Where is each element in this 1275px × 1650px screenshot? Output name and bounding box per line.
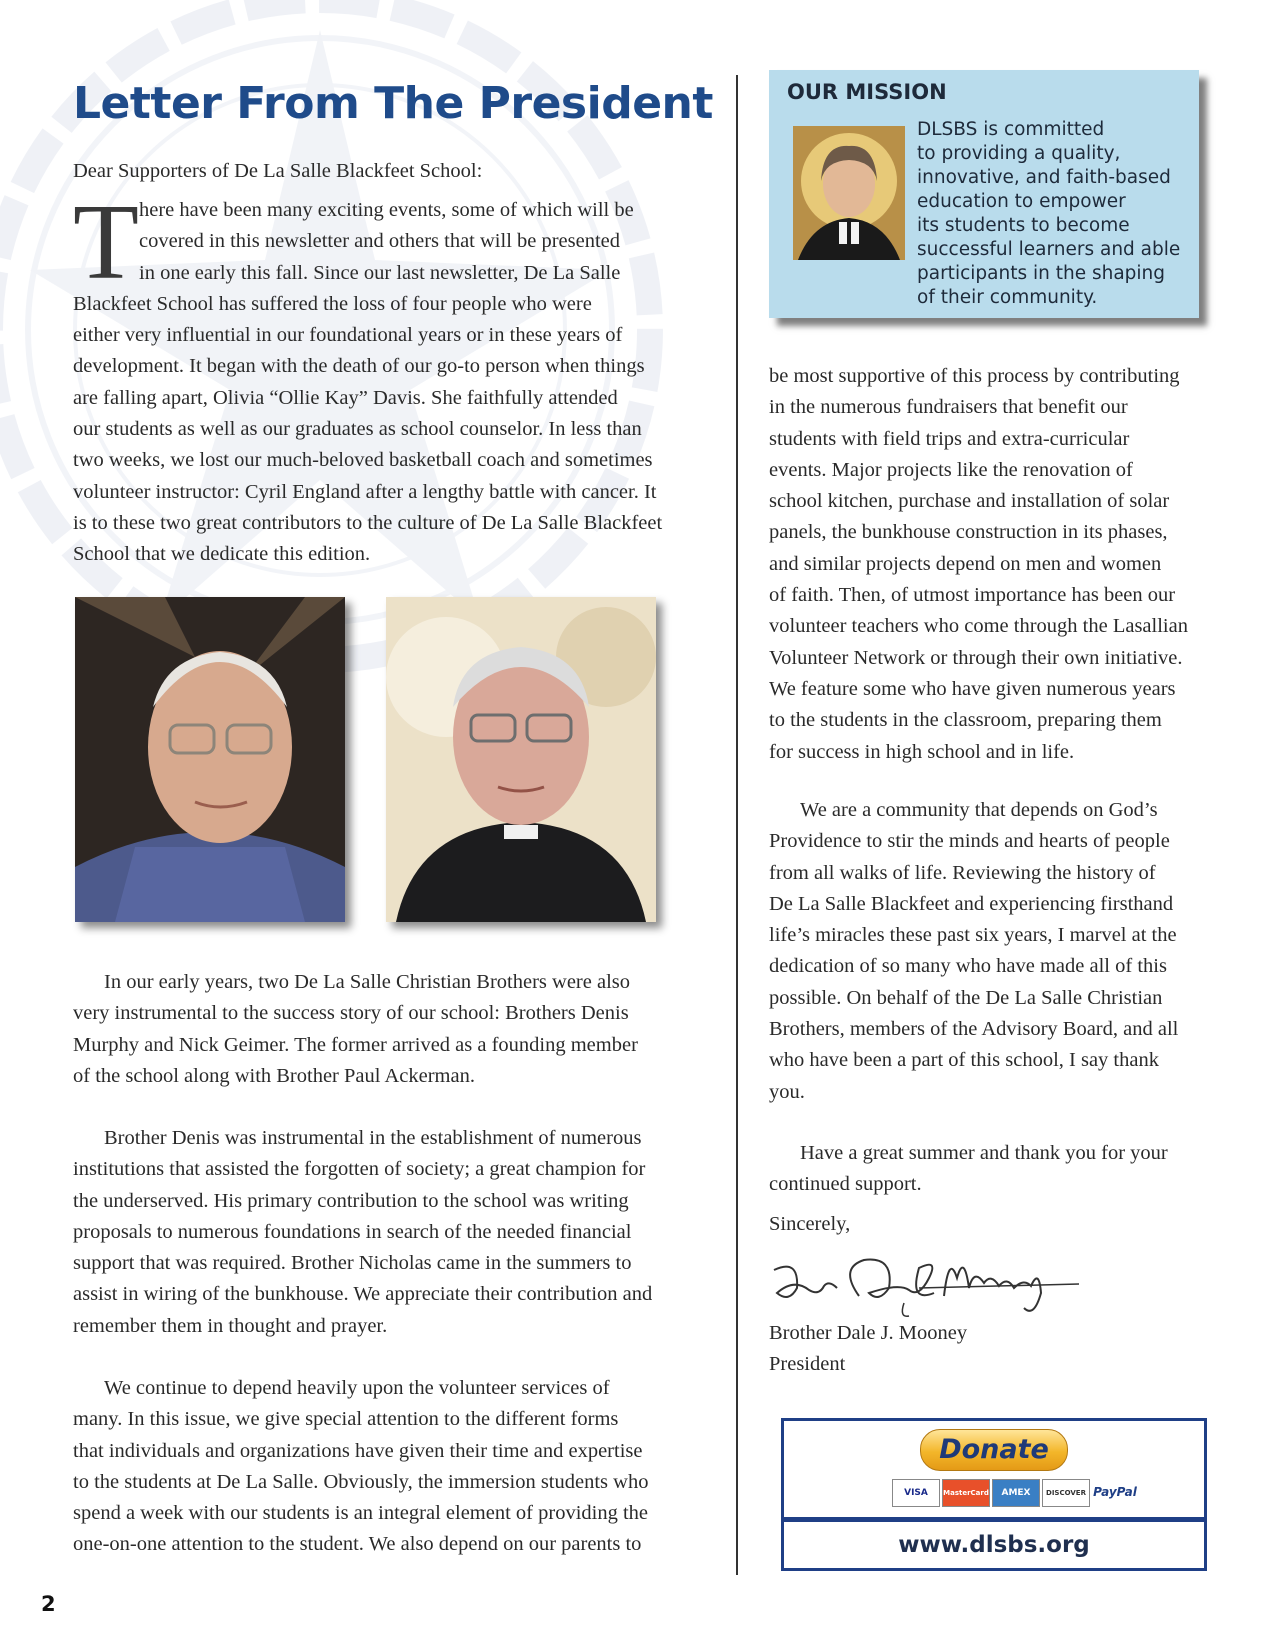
text-line: for success in high school and in life. (769, 740, 1075, 763)
mastercard-icon: MasterCard (942, 1479, 990, 1507)
letter-paragraph-1 (73, 183, 713, 571)
paypal-icon: PayPal (1093, 1485, 1137, 1499)
mission-line: to providing a quality, (917, 143, 1121, 164)
salutation: Dear Supporters of De La Salle Blackfeet School: (73, 160, 483, 182)
text-line: spend a week with our students is an integral element of providing the (73, 1502, 649, 1525)
text-line: volunteer instructor: Cyril England after a lengthy battle with cancer. It (73, 480, 657, 503)
text-line: very instrumental to the success story of our school: Brothers Denis (73, 1002, 629, 1025)
right-paragraph-3 (769, 1138, 1219, 1201)
signature (769, 1248, 1089, 1320)
text-line: our students as well as our graduates as school counselor. In less than (73, 418, 642, 441)
text-line: We continue to depend heavily upon the volunteer services of (104, 1377, 610, 1399)
text-line: here have been many exciting events, some of which will be (139, 199, 634, 221)
text-line: proposals to numerous foundations in search of the needed financial (73, 1220, 632, 1243)
text-line: from all walks of life. Reviewing the history of (769, 861, 1156, 884)
text-line: that individuals and organizations have given their time and expertise (73, 1439, 643, 1462)
text-line: life’s miracles these past six years, I marvel at the (769, 924, 1177, 947)
discover-card-icon: DISCOVER (1042, 1479, 1090, 1507)
text-line: School that we dedicate this edition. (73, 543, 371, 566)
mission-line: its students to become (917, 215, 1130, 236)
text-line: to the students at De La Salle. Obviously, the immersion students who (73, 1470, 649, 1493)
text-line: many. In this issue, we give special attention to the different forms (73, 1408, 619, 1431)
text-line: of the school along with Brother Paul Ackerman. (73, 1064, 475, 1087)
text-line: and similar projects depend on men and women (769, 552, 1162, 575)
text-line: the underserved. His primary contribution to the school was writing (73, 1189, 629, 1212)
text-line: De La Salle Blackfeet and experiencing firsthand (769, 892, 1174, 915)
text-line: in the numerous fundraisers that benefit our (769, 396, 1128, 419)
visa-card-icon: VISA (892, 1479, 940, 1507)
text-line: of faith. Then, of utmost importance has been our (769, 584, 1176, 607)
text-line: events. Major projects like the renovation of (769, 458, 1133, 481)
amex-card-icon: AMEX (992, 1479, 1040, 1507)
signer-name: Brother Dale J. Mooney (769, 1322, 968, 1344)
text-line: are falling apart, Olivia “Ollie Kay” Davis. She faithfully attended (73, 386, 618, 409)
text-line: Blackfeet School has suffered the loss of four people who were (73, 292, 592, 315)
letter-paragraph-3 (73, 1123, 713, 1342)
text-line: Murphy and Nick Geimer. The former arrived as a founding member (73, 1033, 638, 1056)
text-line: covered in this newsletter and others that will be presented (139, 230, 621, 253)
mission-line: of their community. (917, 287, 1098, 308)
column-divider (736, 75, 738, 1575)
mission-box (769, 70, 1199, 318)
mission-title: OUR MISSION (787, 80, 947, 104)
closing: Sincerely, (769, 1213, 851, 1235)
mission-line: education to empower (917, 191, 1126, 212)
text-line: In our early years, two De La Salle Christian Brothers were also (104, 971, 631, 993)
photo-man-plaid-shirt (75, 597, 345, 922)
letter-paragraph-4 (73, 1373, 713, 1561)
text-line: school kitchen, purchase and installation of solar (769, 490, 1170, 513)
text-line: Have a great summer and thank you for your (800, 1142, 1168, 1164)
page-number: 2 (41, 1592, 56, 1616)
mission-text (917, 118, 1180, 310)
text-line: development. It began with the death of our go-to person when things (73, 355, 645, 378)
text-line: institutions that assisted the forgotten of society; a great champion for (73, 1158, 646, 1181)
text-line: remember them in thought and prayer. (73, 1314, 388, 1337)
text-line: Brothers, members of the Advisory Board, and all (769, 1018, 1179, 1041)
text-line: support that was required. Brother Nicholas came in the summers to (73, 1252, 632, 1275)
website-link[interactable]: www.dlsbs.org (781, 1519, 1207, 1571)
photo-brother-clerical (386, 597, 656, 922)
text-line: Providence to stir the minds and hearts of people (769, 830, 1170, 853)
text-line: to the students in the classroom, preparing them (769, 709, 1162, 732)
text-line: volunteer teachers who come through the Lasallian (769, 615, 1188, 638)
text-line: Brother Denis was instrumental in the establishment of numerous (104, 1127, 642, 1149)
text-line: two weeks, we lost our much-beloved basketball coach and sometimes (73, 449, 653, 472)
text-line: in one early this fall. Since our last newsletter, De La Salle (139, 261, 621, 284)
signer-block (769, 1318, 1219, 1381)
text-line: you. (769, 1080, 805, 1103)
page-title: Letter From The President (73, 78, 713, 129)
drop-cap: T (73, 183, 139, 302)
mission-line: innovative, and faith-based (917, 167, 1171, 188)
text-line: assist in wiring of the bunkhouse. We appreciate their contribution and (73, 1283, 653, 1306)
text-line: dedication of so many who have made all of this (769, 955, 1167, 978)
text-line: We are a community that depends on God’s (800, 799, 1158, 821)
mission-portrait (793, 126, 905, 260)
text-line: either very influential in our foundational years or in these years of (73, 324, 623, 347)
text-line: Volunteer Network or through their own initiative. (769, 646, 1183, 669)
donate-button[interactable]: Donate (920, 1429, 1068, 1471)
text-line: We feature some who have given numerous years (769, 677, 1176, 700)
text-line: possible. On behalf of the De La Salle Christian (769, 986, 1163, 1009)
right-paragraph-1 (769, 361, 1219, 768)
right-paragraph-2 (769, 795, 1219, 1108)
text-line: be most supportive of this process by contributing (769, 365, 1180, 387)
donate-box (781, 1418, 1207, 1520)
text-line: continued support. (769, 1173, 922, 1196)
signer-title: President (769, 1353, 846, 1376)
text-line: students with field trips and extra-curricular (769, 427, 1130, 450)
letter-paragraph-2 (73, 967, 713, 1092)
mission-line: successful learners and able (917, 239, 1181, 260)
mission-line: participants in the shaping (917, 263, 1166, 284)
text-line: panels, the bunkhouse construction in its phases, (769, 521, 1168, 544)
text-line: who have been a part of this school, I say thank (769, 1049, 1159, 1072)
mission-line: DLSBS is committed (917, 119, 1105, 140)
text-line: one-on-one attention to the student. We also depend on our parents to (73, 1533, 642, 1556)
text-line: is to these two great contributors to the culture of De La Salle Blackfeet (73, 511, 663, 534)
